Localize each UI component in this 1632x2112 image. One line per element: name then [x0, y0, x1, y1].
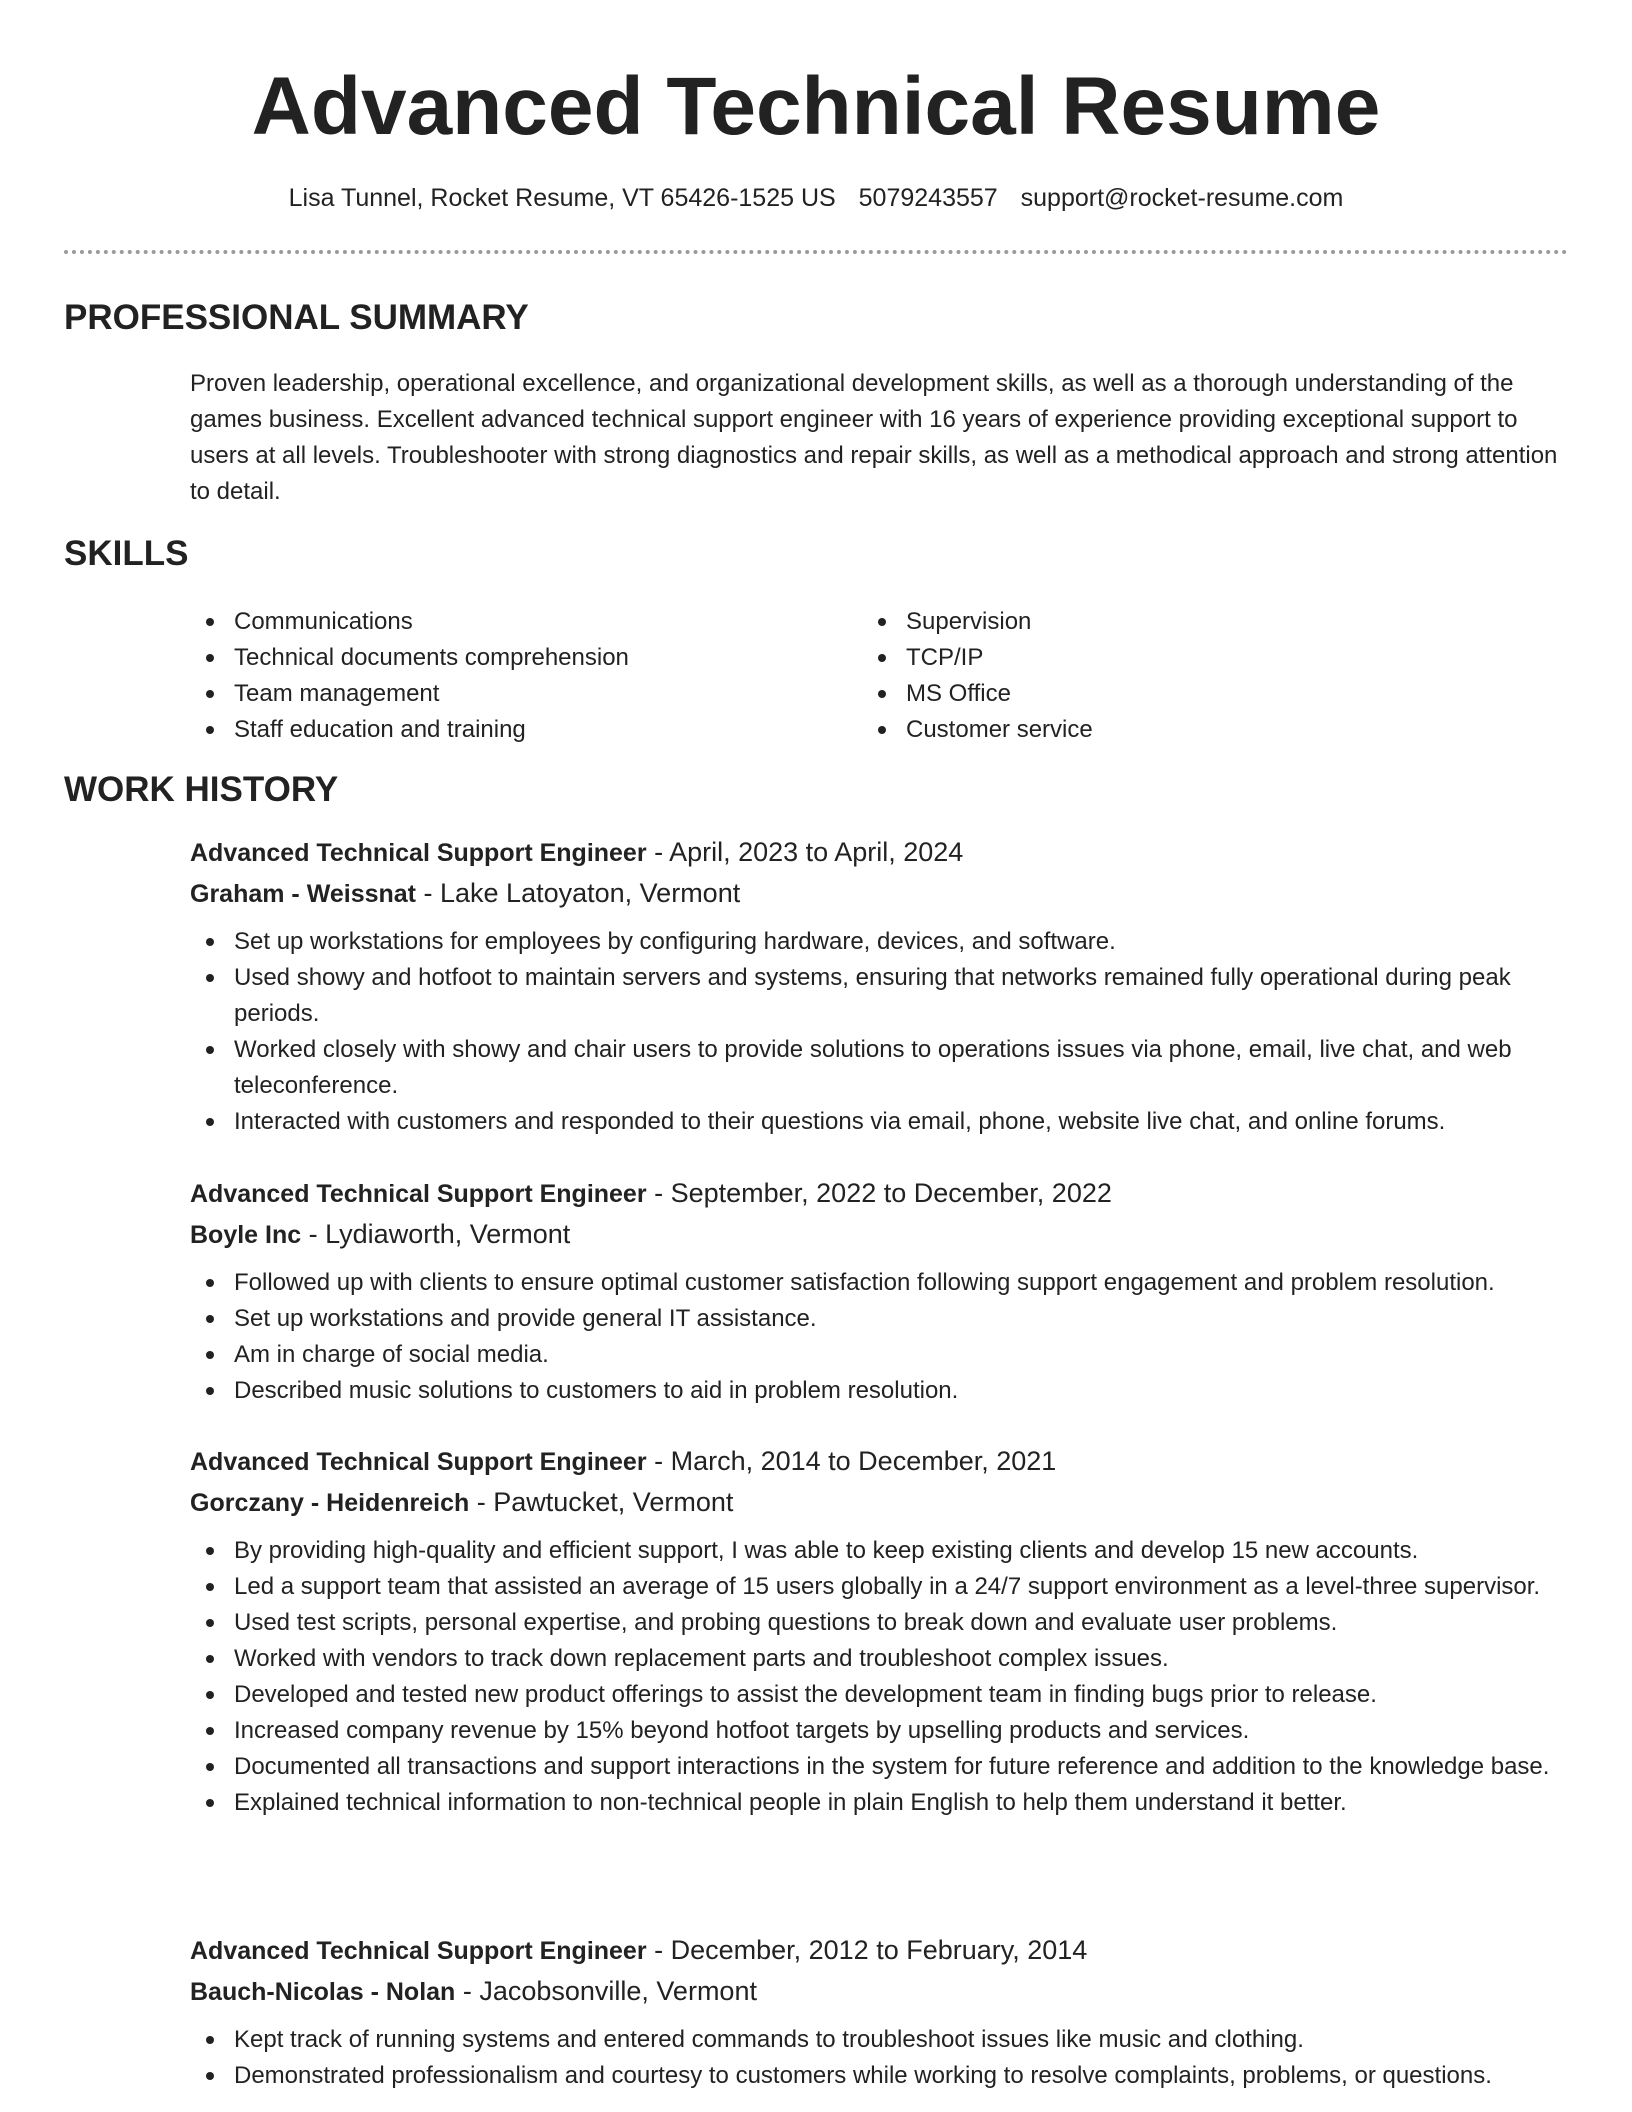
job-company-line	[190, 1482, 1570, 1523]
job-bullet: Am in charge of social media.	[190, 1337, 1570, 1373]
job-entry	[190, 1930, 1570, 2094]
job-bullet: Demonstrated professionalism and courtesy to customers while working to resolve complaints, problems, or questions.	[190, 2058, 1570, 2094]
job-company: Bauch-Nicolas - Nolan	[190, 1978, 456, 2006]
contact-email: support@rocket-resume.com	[1020, 184, 1344, 212]
job-location: - Jacobsonville, Vermont	[455, 1976, 757, 2006]
skill-item: Team management	[190, 676, 850, 712]
skill-item: MS Office	[862, 676, 1522, 712]
job-bullet: Worked closely with showy and chair users to provide solutions to operations issues via phone, email, live chat, and web teleconference.	[190, 1032, 1570, 1104]
job-company-line	[190, 1214, 1570, 1255]
job-dates: - March, 2014 to December, 2021	[646, 1446, 1057, 1476]
job-location: - Lydiaworth, Vermont	[301, 1219, 571, 1249]
job-dates: - September, 2022 to December, 2022	[646, 1178, 1112, 1208]
header-divider	[64, 250, 1568, 254]
job-bullets	[190, 2022, 1570, 2094]
job-bullet: Increased company revenue by 15% beyond hotfoot targets by upselling products and services.	[190, 1713, 1570, 1749]
job-title-line	[190, 832, 1570, 873]
job-company-line	[190, 1971, 1570, 2012]
skills-list-right	[862, 604, 1522, 748]
job-title-line	[190, 1930, 1570, 1971]
job-bullet: Led a support team that assisted an average of 15 users globally in a 24/7 support environment as a level-three supervisor.	[190, 1569, 1570, 1605]
job-entry	[190, 1441, 1570, 1821]
summary-text: Proven leadership, operational excellence, and organizational development skills, as well as a thorough understanding of the games business. Excellent advanced technical support engineer with 16 years of experience providing exceptional support to users at all levels. Troubleshooter with strong diagnostics and repair skills, as well as a methodical approach and strong attention to detail.	[190, 370, 1558, 505]
contact-phone: 5079243557	[858, 184, 998, 212]
job-bullet: Documented all transactions and support interactions in the system for future reference and addition to the knowledge base.	[190, 1749, 1570, 1785]
job-bullet: Worked with vendors to track down replacement parts and troubleshoot complex issues.	[190, 1641, 1570, 1677]
skill-item: Supervision	[862, 604, 1522, 640]
job-bullet: Followed up with clients to ensure optimal customer satisfaction following support engagement and problem resolution.	[190, 1265, 1570, 1301]
job-dates: - December, 2012 to February, 2014	[646, 1935, 1088, 1965]
skill-item: Staff education and training	[190, 712, 850, 748]
resume-name: Advanced Technical Resume	[251, 61, 1381, 152]
job-title: Advanced Technical Support Engineer	[190, 1448, 647, 1476]
job-entry	[190, 832, 1570, 1140]
job-location: - Pawtucket, Vermont	[469, 1487, 734, 1517]
skill-item: TCP/IP	[862, 640, 1522, 676]
skill-item: Customer service	[862, 712, 1522, 748]
job-bullets	[190, 924, 1570, 1140]
job-bullet: By providing high-quality and efficient support, I was able to keep existing clients and develop 15 new accounts.	[190, 1533, 1570, 1569]
work-history-heading: WORK HISTORY	[64, 770, 339, 809]
job-title: Advanced Technical Support Engineer	[190, 839, 647, 867]
job-company: Graham - Weissnat	[190, 880, 417, 908]
skill-item: Communications	[190, 604, 850, 640]
job-dates: - April, 2023 to April, 2024	[646, 837, 964, 867]
job-bullets	[190, 1533, 1570, 1821]
skills-list-left	[190, 604, 850, 748]
job-title-line	[190, 1441, 1570, 1482]
job-bullet: Set up workstations for employees by configuring hardware, devices, and software.	[190, 924, 1570, 960]
job-company: Boyle Inc	[190, 1221, 302, 1249]
job-title: Advanced Technical Support Engineer	[190, 1937, 647, 1965]
job-title-line	[190, 1173, 1570, 1214]
job-bullet: Kept track of running systems and entered commands to troubleshoot issues like music and clothing.	[190, 2022, 1570, 2058]
job-bullet: Used test scripts, personal expertise, and probing questions to break down and evaluate user problems.	[190, 1605, 1570, 1641]
skill-item: Technical documents comprehension	[190, 640, 850, 676]
contact-address: Lisa Tunnel, Rocket Resume, VT 65426-1525 US	[288, 184, 836, 212]
job-bullets	[190, 1265, 1570, 1409]
summary-heading: PROFESSIONAL SUMMARY	[64, 298, 529, 337]
job-bullet: Explained technical information to non-technical people in plain English to help them understand it better.	[190, 1785, 1570, 1821]
skills-heading: SKILLS	[64, 534, 189, 573]
job-bullet: Interacted with customers and responded to their questions via email, phone, website live chat, and online forums.	[190, 1104, 1570, 1140]
job-entry	[190, 1173, 1570, 1409]
contact-line	[0, 180, 1632, 216]
job-bullet: Developed and tested new product offerings to assist the development team in finding bugs prior to release.	[190, 1677, 1570, 1713]
job-company-line	[190, 873, 1570, 914]
job-bullet: Used showy and hotfoot to maintain servers and systems, ensuring that networks remained fully operational during peak periods.	[190, 960, 1570, 1032]
job-bullet: Set up workstations and provide general IT assistance.	[190, 1301, 1570, 1337]
job-bullet: Described music solutions to customers to aid in problem resolution.	[190, 1373, 1570, 1409]
job-title: Advanced Technical Support Engineer	[190, 1180, 647, 1208]
job-location: - Lake Latoyaton, Vermont	[416, 878, 741, 908]
job-company: Gorczany - Heidenreich	[190, 1489, 470, 1517]
